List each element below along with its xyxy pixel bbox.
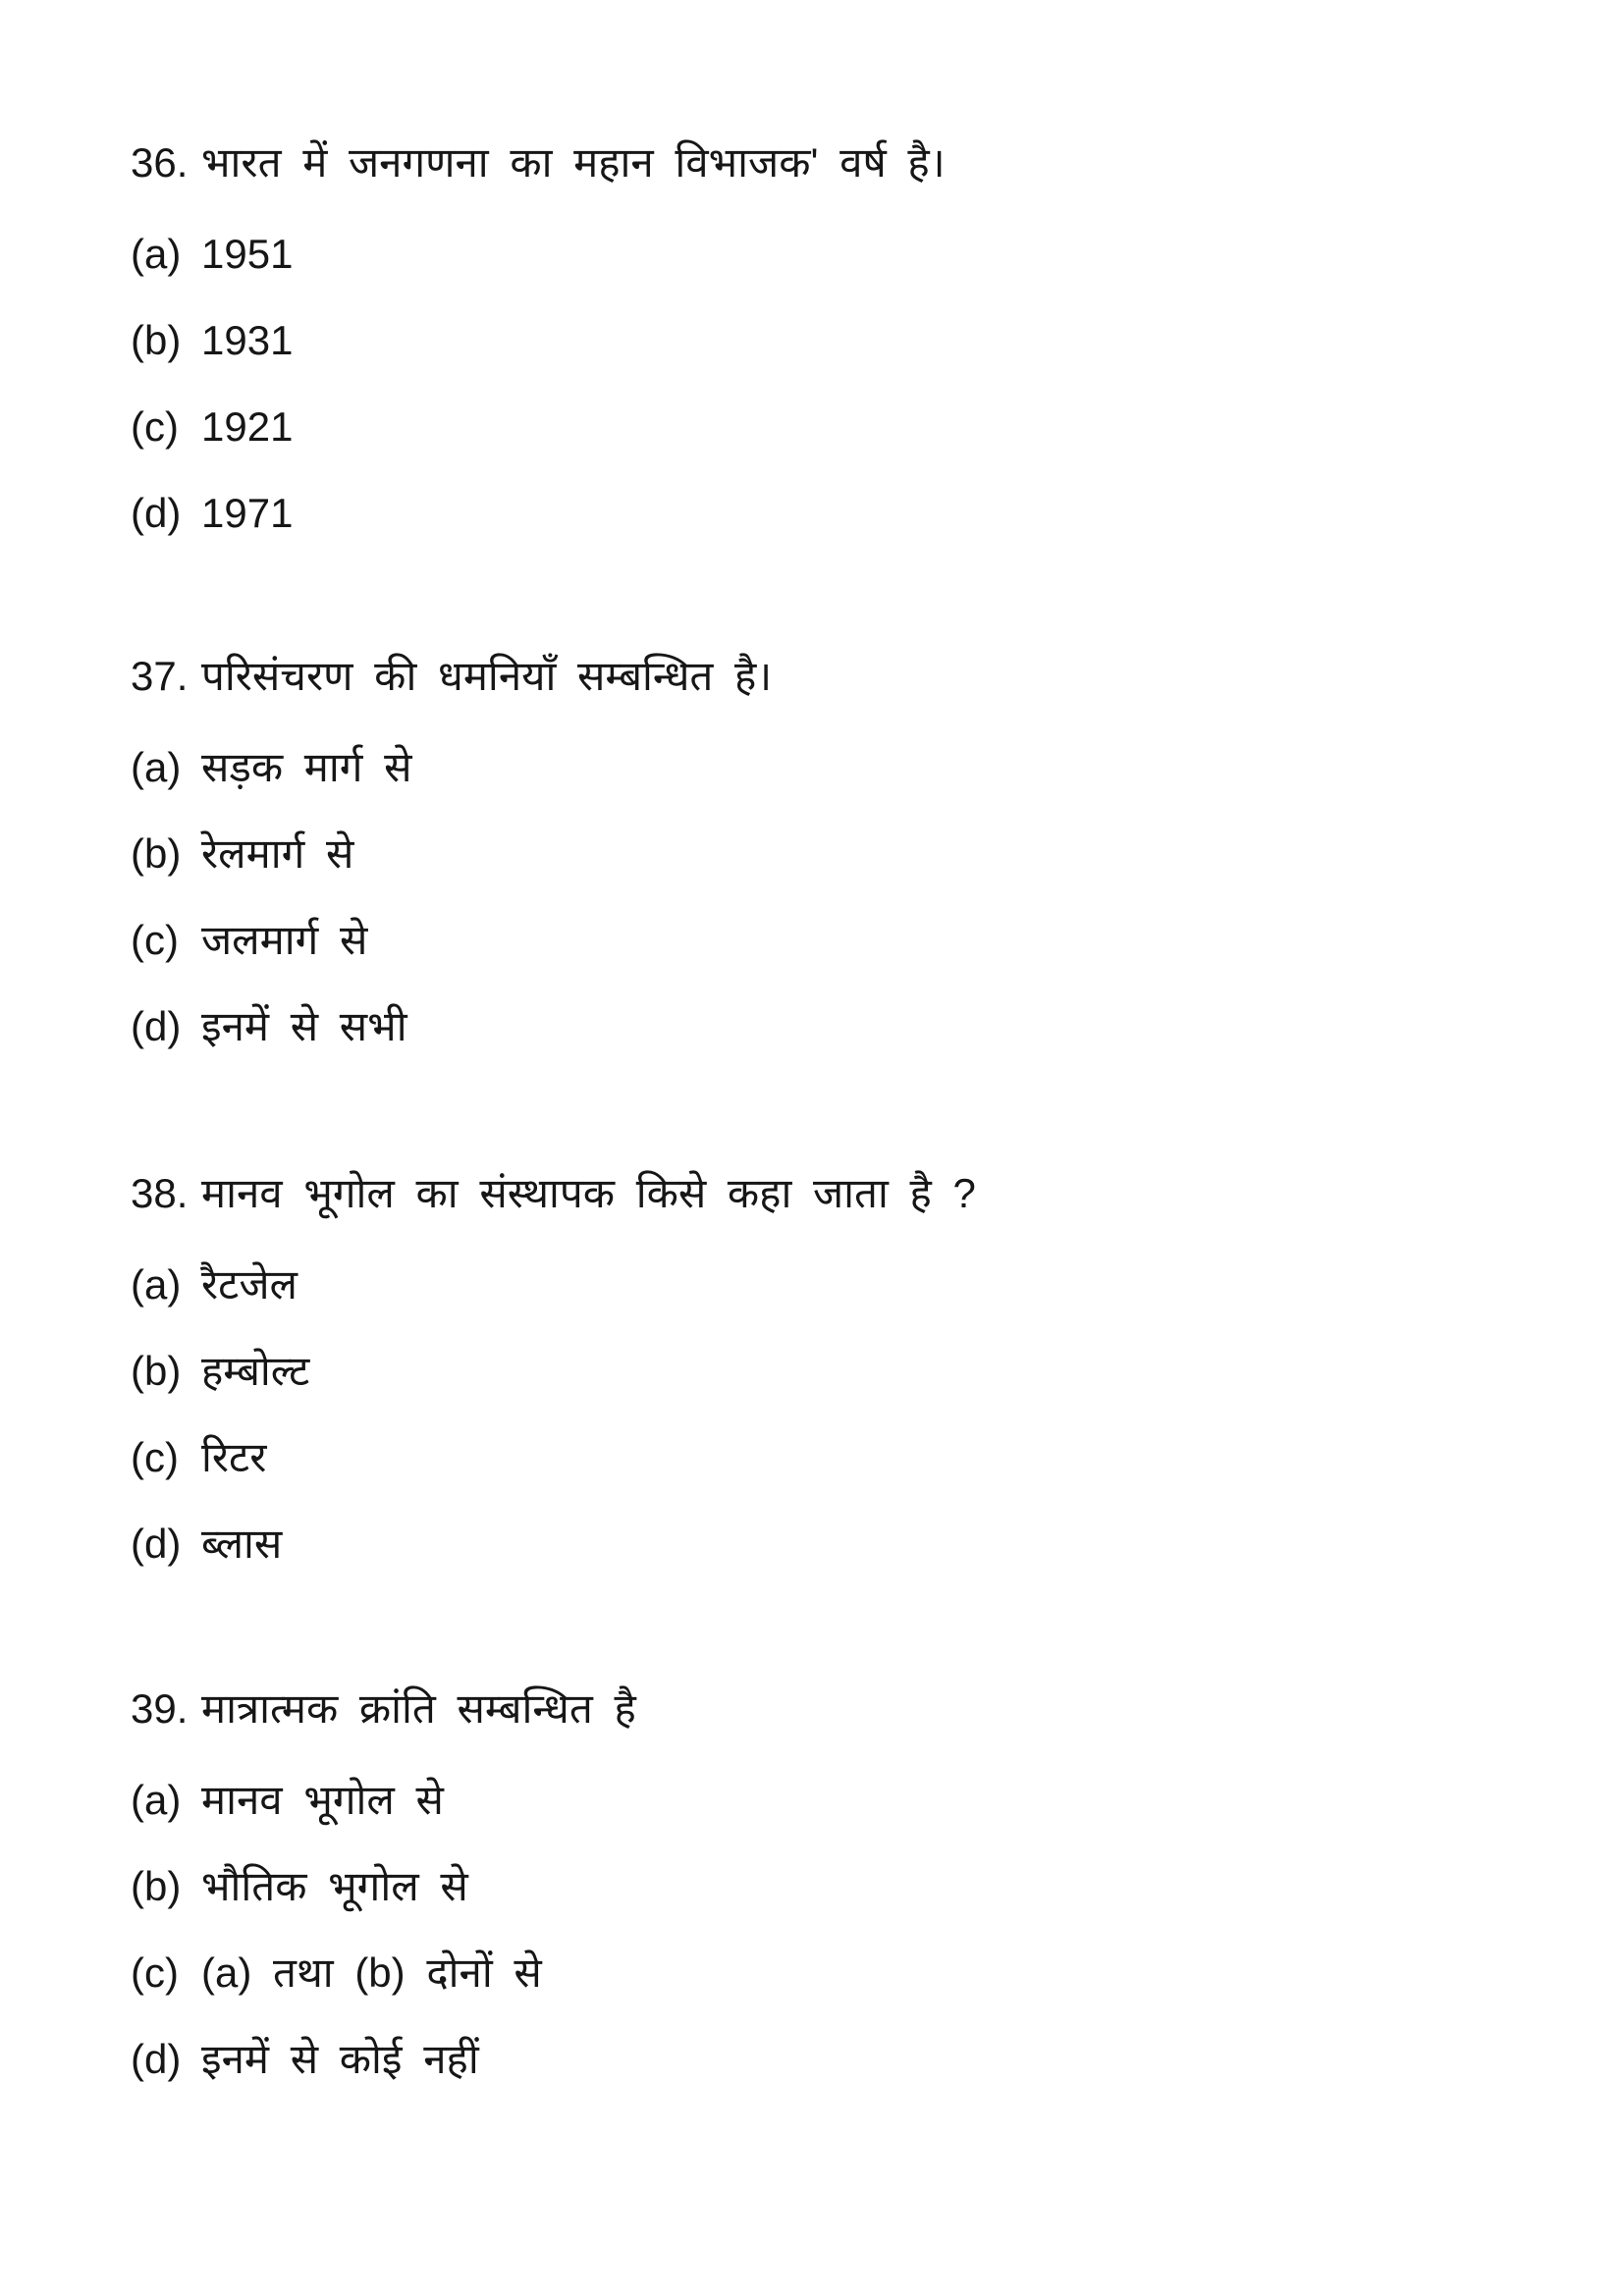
- question-number: 39.: [131, 1685, 189, 1732]
- option-row: [131, 1242, 1575, 1328]
- option-row: [131, 1757, 1575, 1843]
- question-text: मात्रात्मक क्रांति सम्बन्धित है: [201, 1685, 636, 1732]
- question-block-38: [131, 1168, 1575, 1587]
- option-text: इनमें से सभी: [201, 1002, 407, 1049]
- option-row: [131, 470, 1575, 557]
- question-header: [131, 1168, 1575, 1242]
- option-text: भौतिक भूगोल से: [201, 1862, 468, 1909]
- option-marker: (c): [131, 402, 179, 450]
- option-row: [131, 1415, 1575, 1501]
- option-marker: (a): [131, 743, 182, 790]
- option-marker: (b): [131, 829, 182, 877]
- option-row: [131, 384, 1575, 470]
- question-block-39: [131, 1683, 1575, 2103]
- option-marker: (d): [131, 489, 182, 536]
- option-text: (a) तथा (b) दोनों से: [201, 1949, 542, 1996]
- option-row: [131, 1843, 1575, 1930]
- option-text: सड़क मार्ग से: [201, 743, 412, 790]
- question-header: [131, 1683, 1575, 1757]
- option-text: 1971: [201, 489, 294, 536]
- option-row: [131, 1930, 1575, 2016]
- options-list: [131, 1757, 1575, 2103]
- option-marker: (c): [131, 1949, 179, 1996]
- question-number: 36.: [131, 139, 189, 186]
- option-row: [131, 1501, 1575, 1587]
- option-row: [131, 211, 1575, 297]
- option-row: [131, 1328, 1575, 1415]
- option-row: [131, 984, 1575, 1070]
- option-text: रेलमार्ग से: [201, 829, 354, 877]
- option-marker: (b): [131, 1347, 182, 1394]
- question-text: भारत में जनगणना का महान विभाजक' वर्ष है।: [201, 139, 946, 186]
- option-text: हम्बोल्ट: [201, 1347, 310, 1394]
- question-text: परिसंचरण की धमनियाँ सम्बन्धित है।: [201, 653, 773, 699]
- option-text: ब्लास: [201, 1520, 283, 1567]
- option-text: 1921: [201, 402, 294, 450]
- option-text: 1931: [201, 316, 294, 363]
- option-marker: (a): [131, 1776, 182, 1823]
- option-text: इनमें से कोई नहीं: [201, 2035, 479, 2082]
- option-marker: (b): [131, 316, 182, 363]
- option-row: [131, 2016, 1575, 2103]
- question-block-36: [131, 137, 1575, 557]
- option-row: [131, 297, 1575, 384]
- question-text: मानव भूगोल का संस्थापक किसे कहा जाता है ?: [201, 1170, 976, 1216]
- option-text: जलमार्ग से: [201, 916, 368, 963]
- option-marker: (a): [131, 230, 182, 277]
- option-marker: (d): [131, 1002, 182, 1049]
- option-text: रिटर: [201, 1433, 267, 1480]
- option-row: [131, 897, 1575, 984]
- option-row: [131, 724, 1575, 811]
- option-marker: (d): [131, 2035, 182, 2082]
- option-text: 1951: [201, 230, 294, 277]
- question-block-37: [131, 651, 1575, 1070]
- option-marker: (d): [131, 1520, 182, 1567]
- question-header: [131, 137, 1575, 211]
- options-list: [131, 1242, 1575, 1587]
- options-list: [131, 211, 1575, 557]
- question-header: [131, 651, 1575, 724]
- option-marker: (b): [131, 1862, 182, 1909]
- option-marker: (c): [131, 916, 179, 963]
- option-text: रैटजेल: [201, 1260, 298, 1308]
- option-row: [131, 811, 1575, 897]
- option-marker: (a): [131, 1260, 182, 1308]
- options-list: [131, 724, 1575, 1070]
- question-number: 37.: [131, 653, 189, 699]
- option-text: मानव भूगोल से: [201, 1776, 444, 1823]
- question-number: 38.: [131, 1170, 189, 1216]
- option-marker: (c): [131, 1433, 179, 1480]
